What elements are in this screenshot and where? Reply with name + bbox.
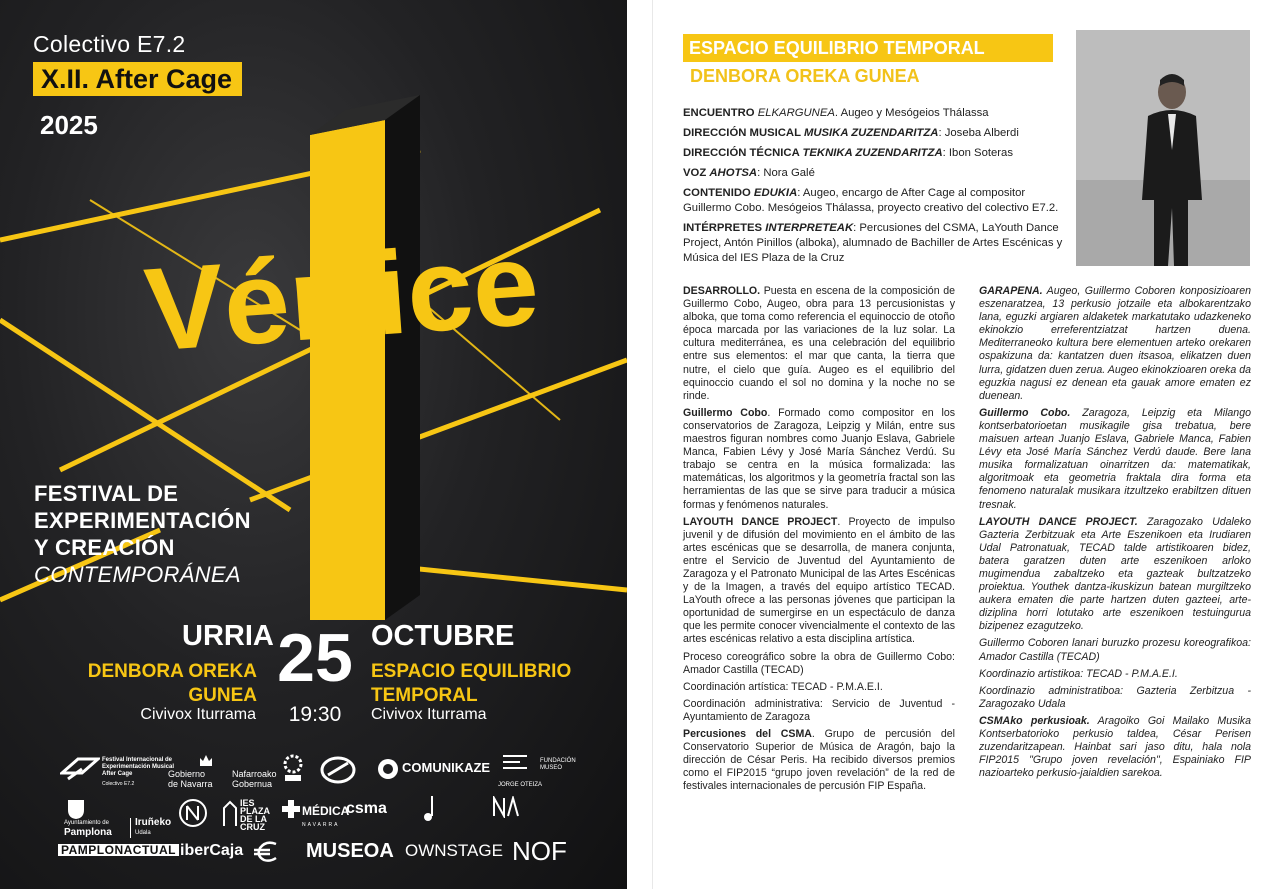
paragraph: Koordinazio administratiboa: Gazteria Zerbitzua - Zaragozako Udala	[979, 684, 1251, 710]
csma-logo: csma	[346, 800, 387, 817]
paragraph: Coordinación administrativa: Servicio de Juventud - Ayuntamiento de Zaragoza	[683, 697, 955, 723]
jorge-oteiza-logo: JORGE OTEIZA	[498, 782, 543, 788]
page-title: ESPACIO EQUILIBRIO TEMPORAL	[683, 34, 1053, 62]
logo-line: PLAZA	[240, 806, 270, 816]
venue-line: GUNEA	[188, 685, 257, 706]
medical-cross-icon	[282, 800, 300, 818]
info-label: DIRECCIÓN TÉCNICA	[683, 147, 803, 159]
paragraph-heading: LAYOUTH DANCE PROJECT	[683, 515, 838, 528]
logo-line: DE LA	[240, 814, 267, 824]
person-silhouette-icon	[1076, 30, 1250, 266]
event-day: 25	[277, 620, 353, 696]
info-item: INTÉRPRETES INTERPRETEAK: Percusiones del CSMA, LaYouth Dance Project, Antón Pinillos (alboka), alumnado de Bachiller de Artes Escénicas y Música del IES Plaza de la Cruz	[683, 222, 1063, 264]
paragraph-text: Zaragozako Udaleko Gazteria Zerbitzuak eta Arte Eszenikoen eta Irudiaren Udal Patronatuak, TECAD talde artistikoaren bidez, batera garatzen duten arte eszenikoen arloko mugimendua zabaltzeko eta gazteak bultzatzeko proiektua. Youthek dantza-ikuskizun batean murgiltzeko aukera ematen die parte hartzen duten gazteei, arte-diziplina horri lotutako arte eszenikoen testuinguruа bizipenez ezagutzeko.	[979, 515, 1251, 633]
ayuntamiento-pamplona-logo	[64, 820, 112, 838]
paragraph: Koordinazio artistikoa: TECAD - P.M.A.E.I.	[979, 667, 1178, 680]
info-value: Ibon Soteras	[948, 147, 1013, 159]
gobierno-navarra-logo	[168, 769, 213, 789]
paragraph	[979, 516, 1251, 634]
event-poster	[0, 0, 627, 889]
paragraph	[979, 285, 1251, 403]
navarra-cultural-logo-icon	[320, 755, 356, 785]
logo-line: de Navarra	[168, 779, 213, 789]
venue-line: TEMPORAL	[371, 685, 478, 706]
info-value: Augeo, encargo de After Cage al compositor Guillermo Cobo. Mesógeios Thálassa, proyecto creativo del colectivo E7.2.	[683, 187, 1059, 214]
music-note-icon	[420, 794, 438, 824]
paragraph	[979, 407, 1251, 512]
logo-line: Nafarroako	[232, 769, 277, 779]
venue-basque	[47, 660, 257, 708]
paragraph-heading: DESARROLLO.	[683, 285, 761, 297]
venue-spanish	[371, 660, 591, 708]
edition-year: 2025	[40, 110, 98, 140]
medica-navarra-logo: MÉDICA	[302, 804, 350, 818]
fundacion-museo-logo	[540, 758, 576, 772]
info-label-basque: EDUKIA	[753, 187, 798, 199]
ownstage-logo: OWNSTAGE	[405, 841, 503, 860]
paragraph-heading: CSMAko perkusioak.	[979, 714, 1090, 727]
comunikaze-logo: COMUNIKAZE	[402, 760, 491, 775]
event-info-list	[683, 106, 1068, 271]
paragraph	[979, 715, 1251, 780]
info-item: CONTENIDO EDUKIA: Augeo, encargo de After Cage al compositor Guillermo Cobo. Mesógeios Thálassa, proyecto creativo del colectivo E7.2.	[683, 187, 1059, 214]
column-face	[310, 120, 385, 620]
logo-line: CRUZ	[240, 822, 265, 832]
paragraph-text: Puesta en escena de la composición de Guillermo Cobo, Augeo, obra para 13 percusionistas y alboka, que toma como referencia el equinoccio de otoño época marcada por las variaciones de la luz solar. La cultura mediterránea, es una celebración del equilibrio entre sus elementos: el mar que canta, la tierra que nutre, el cielo que guía. Augeo es el equilibrio del equinoccio cuando el sol no domina y la noche no se rinde.	[683, 285, 955, 402]
logo-line: Ayuntamiento de	[64, 820, 109, 826]
paragraph-heading: Guillermo Cobo.	[979, 406, 1071, 419]
logo-line: Gobernua	[232, 779, 273, 789]
festival-logo-sub: Colectivo E7.2	[102, 781, 135, 787]
paragraph-text: . Proyecto de impulso juvenil y de difusión del movimiento en el ámbito de las artes escénicas que se desarrolla, de manera conjunta, entre el Servicio de Juventud del Ayuntamiento de Zaragoza y el Patronato Municipal de las Artes Escénicas y de la Imagen, a través del equipo artístico TECAD. LaYouth ofrece a las personas jóvenes que participan la oportunidad de sumergirse en un espectáculo de danza que les permite conocer vivencialmente el contexto de las artes escénicas relativo a esta disciplina artística.	[683, 515, 955, 646]
info-label: VOZ	[683, 167, 710, 179]
info-item: ENCUENTRO ELKARGUNEA. Augeo y Mesógeios Thálassa	[683, 107, 989, 119]
page-subtitle: DENBORA OREKA GUNEA	[690, 66, 920, 86]
museoa-logo: MUSEOA	[306, 840, 394, 862]
venue-line: ESPACIO EQUILIBRIO	[371, 661, 572, 682]
nof-logo: NOF	[512, 836, 567, 866]
info-label-basque: MUSIKA ZUZENDARITZA	[803, 127, 939, 139]
spanish-column	[683, 285, 955, 797]
pamplona-shield-icon	[66, 798, 86, 820]
ies-building-icon	[222, 800, 238, 828]
festival-line: FESTIVAL DE	[34, 481, 179, 506]
event-time: 19:30	[288, 703, 342, 726]
paragraph-heading: Percusiones del CSMA	[683, 728, 812, 740]
paragraph-text: Aragoiko Goi Mailako Musika Kontserbatorioko perkusio taldea, César Perisen zuzendaritzapean. Hainbat sari jaso ditu, hala nola FIP2015 "Grupo joven revelación", Espainiako FIP nazioarteko perkusio-jaialdien sarekoa.	[979, 714, 1251, 780]
info-label-basque: INTERPRETEAK	[765, 222, 854, 234]
info-value: Augeo y Mesógeios Thálassa	[840, 107, 989, 119]
paragraph-text: . Formado como compositor en los conservatorios de Zaragoza, Leipzig y Milán, entre sus maestros figuran nombres como Juanjo Eslava, Gabriele Manca, Fabien Lévy y José María Sánchez Verdú. Su trabajo se centra en la música formalizada: las matemáticas, los algoritmos y la geometría fractal son las herramientas de las que se sirve para traducir a música formas y fenómenos naturales.	[683, 406, 956, 511]
logo-line: Pamplona	[64, 827, 112, 838]
place-left: Civivox Iturrama	[140, 706, 256, 723]
paragraph	[683, 516, 955, 647]
paragraph	[683, 285, 955, 403]
pamplonactual-logo: PAMPLONACTUAL	[58, 844, 179, 856]
paragraph	[683, 407, 955, 512]
month-spanish: OCTUBRE	[371, 620, 515, 652]
ibercaja-logo: iberCaja	[180, 842, 244, 859]
collective-name: Colectivo E7.2	[33, 31, 186, 57]
diagonal-line	[250, 360, 627, 500]
festival-name	[34, 480, 251, 588]
irunkeo-udala-logo	[130, 818, 171, 838]
crown-icon	[198, 752, 214, 768]
paragraph-heading: LAYOUTH DANCE PROJECT.	[979, 515, 1138, 528]
info-label-basque: ELKARGUNEA	[757, 107, 835, 119]
nafarroako-gobernua-logo	[232, 769, 277, 789]
paragraph: Proceso coreográfico sobre la obra de Guillermo Cobo: Amador Castilla (TECAD)	[683, 650, 955, 676]
info-value: Percusiones del CSMA, LaYouth Dance Project, Antón Pinillos (alboka), alumnado de Bachiller de Artes Escénicas y Música del IES Plaza de la Cruz	[683, 222, 1063, 264]
info-item: DIRECCIÓN TÉCNICA TEKNIKA ZUZENDARITZA: Ibon Soteras	[683, 147, 1013, 159]
logo-line: IES	[240, 798, 255, 808]
program-page	[652, 0, 1280, 889]
logo-line: Iruñeko	[135, 817, 172, 828]
edition-label: X.II. After Cage	[33, 62, 242, 96]
info-item: DIRECCIÓN MUSICAL MUSIKA ZUZENDARITZA: Joseba Alberdi	[683, 127, 1019, 139]
paragraph: Guillermo Coboren lanari buruzko prozesu koreografikoa: Amador Castilla (TECAD)	[979, 637, 1251, 663]
place-right: Civivox Iturrama	[371, 706, 487, 723]
info-value: Nora Galé	[763, 167, 815, 179]
agenda-2030-icon	[282, 754, 304, 784]
paragraph-heading: Guillermo Cobo	[683, 406, 768, 419]
info-label: DIRECCIÓN MUSICAL	[683, 127, 804, 139]
na-school-icon	[492, 796, 520, 818]
info-value: Joseba Alberdi	[944, 127, 1019, 139]
logo-line: Gobierno	[168, 769, 206, 779]
info-label: CONTENIDO	[683, 187, 754, 199]
ies-plaza-cruz-logo	[240, 799, 270, 831]
info-label-basque: TEKNIKA ZUZENDARITZA	[802, 147, 943, 159]
paragraph	[683, 728, 955, 793]
euro-symbol-icon	[252, 840, 282, 862]
comunikaze-icon	[376, 757, 400, 781]
festival-line: Y CREACIÓN	[34, 535, 175, 560]
paragraph: Coordinación artística: TECAD - P.M.A.E.I.	[683, 680, 883, 693]
venue-line: DENBORA OREKA	[87, 661, 257, 682]
festival-line: CONTEMPORÁNEA	[34, 562, 241, 587]
info-label: ENCUENTRO	[683, 107, 758, 119]
poster-title: Vértice	[140, 217, 543, 377]
festival-logo-text: Festival Internacional de Experimentación Musical After Cage	[102, 757, 175, 777]
info-item: VOZ AHOTSA: Nora Galé	[683, 167, 815, 179]
logo-line: MUSEO	[540, 765, 563, 771]
info-label: INTÉRPRETES	[683, 222, 766, 234]
conservatorio-icon	[178, 798, 208, 828]
medica-navarra-sub: NAVARRA	[302, 822, 340, 828]
paragraph-heading: GARAPENA.	[979, 285, 1043, 297]
paragraph-text: . Grupo de percusión del Conservatorio Superior de Música de Aragón, bajo la dirección de César Peris. Ha recibido diversos premios como el FIP2015 “grupo joven revelación” de la red de festivales internacionales de percusión FIP España.	[683, 728, 955, 793]
oteiza-icon	[500, 752, 530, 778]
logo-line: FUNDACIÓN	[540, 758, 576, 764]
paragraph-text: Zaragoza, Leipzig eta Milango kontserbatorioetan musikagile gisa trebatua, bere maisuen artean Juanjo Eslava, Gabriele Manca, Fabien Lévy eta José María Sánchez Verdú daude. Bere lana musika formalizatuan oinarritzen da: matematikak, algoritmoak eta geometria fraktala dira forma eta fenomeno naturalak musikara itzultzeko erabiltzen dituen tresnak.	[979, 406, 1251, 511]
basque-column	[979, 285, 1251, 784]
festival-logo-icon	[60, 755, 100, 783]
composer-photo	[1076, 30, 1250, 266]
paragraph-text: Augeo, Guillermo Coboren konposizioaren eszenaratzea, 13 perkusio jotzaile eta albokarentzako lana, eguzki argiaren aldaketek markatutako udazkeneko ekinokzio erreferentziatzat hartzen duena. Mediterraneoko kultura bere elementuen arteko orekaren ospakizuna da: kantatzen duen itsasoa, elikatzen duen lurra, gidatzen duen zerua. Augeo ekinokzioaren oreka da eguzkia nagusi ez denean eta gauak amore ematen ez duenean.	[979, 285, 1251, 402]
month-basque: URRIA	[182, 620, 274, 652]
logo-line: Udala	[135, 830, 151, 836]
festival-line: EXPERIMENTACIÓN	[34, 508, 251, 533]
info-label-basque: AHOTSA	[709, 167, 758, 179]
